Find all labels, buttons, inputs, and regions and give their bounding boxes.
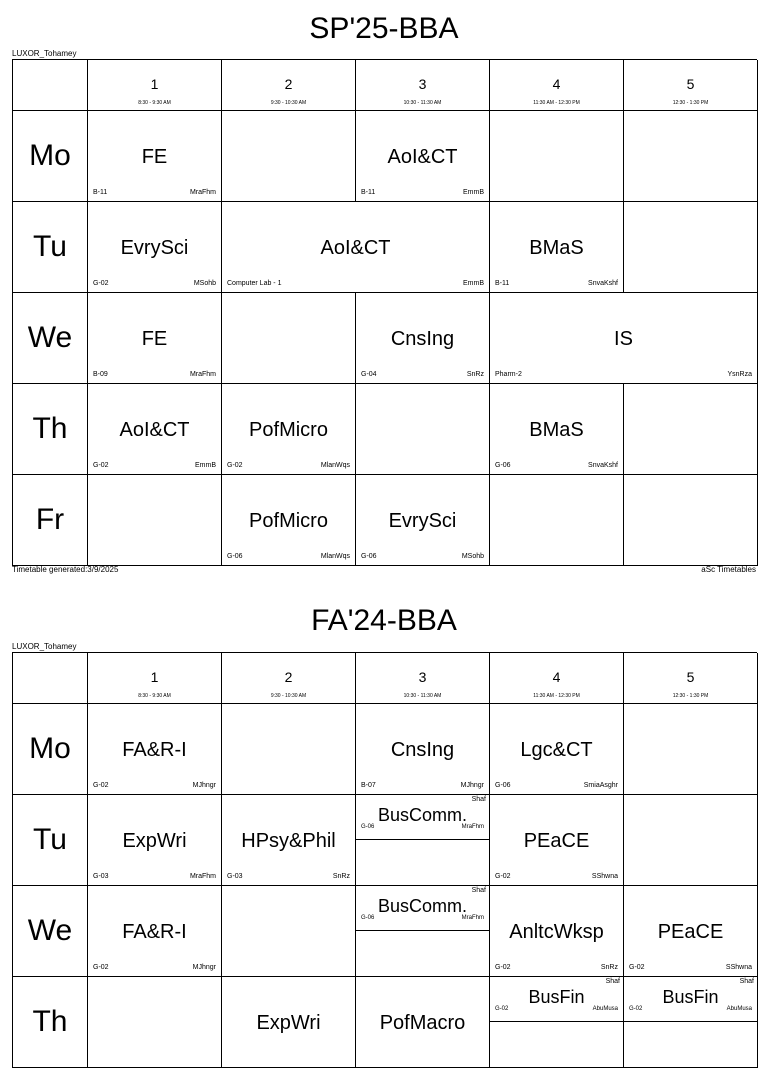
empty-slot: [222, 886, 356, 977]
lesson-subject: BusComm.: [377, 805, 467, 825]
lesson-subject: AoI&CT: [387, 146, 458, 168]
lesson-subject: ExpWri: [256, 1012, 321, 1034]
lesson-cell[interactable]: [88, 293, 222, 384]
lesson-cell[interactable]: [624, 886, 758, 977]
lesson-subject: PEaCE: [523, 830, 590, 852]
day-label: We: [27, 321, 73, 354]
lesson-subject: BMaS: [529, 237, 584, 259]
lesson-cell[interactable]: [356, 704, 490, 795]
empty-slot: [222, 111, 356, 202]
lesson-cell[interactable]: [624, 977, 758, 1068]
lesson-teacher: SShwna: [725, 964, 752, 971]
day-label: We: [27, 914, 73, 947]
lesson-cell[interactable]: [222, 795, 356, 886]
lesson-cell[interactable]: [356, 886, 490, 977]
day-label-cell: [13, 293, 88, 384]
lesson-subject: FA&R-I: [122, 739, 187, 761]
lesson-cell[interactable]: [490, 704, 624, 795]
lesson-room: G-04: [361, 371, 377, 378]
lesson-cell[interactable]: [222, 384, 356, 475]
lesson-group-label: Shaf: [739, 978, 754, 985]
day-label: Th: [32, 412, 68, 445]
day-label-cell: [13, 795, 88, 886]
period-number: 2: [284, 669, 293, 685]
lesson-teacher: MJhngr: [192, 964, 216, 971]
corner-cell: [13, 653, 88, 704]
lesson-cell[interactable]: [88, 886, 222, 977]
period-time: 12:30 - 1:30 PM: [672, 693, 709, 699]
period-header: [88, 653, 222, 704]
day-label-cell: [13, 384, 88, 475]
lesson-subject: IS: [614, 328, 633, 350]
period-time: 11:30 AM - 12:30 PM: [533, 100, 580, 106]
lesson-half-card[interactable]: [490, 977, 623, 1022]
lesson-subject: AnltcWksp: [509, 921, 604, 943]
lesson-cell[interactable]: [356, 111, 490, 202]
lesson-room: G-02: [93, 782, 109, 789]
period-number: 3: [418, 76, 427, 92]
lesson-subject: EvrySci: [120, 237, 189, 259]
lesson-group-label: Shaf: [471, 887, 486, 894]
lesson-subject: FE: [141, 146, 168, 168]
lesson-subject: PofMicro: [249, 419, 328, 441]
lesson-cell[interactable]: [490, 977, 624, 1068]
lesson-cell[interactable]: [490, 384, 624, 475]
lesson-teacher: MraFhm: [461, 915, 484, 921]
lesson-room: Pharm-2: [495, 371, 522, 378]
lesson-room: G-02: [495, 964, 511, 971]
lesson-room: G-03: [93, 873, 109, 880]
period-number: 1: [150, 76, 159, 92]
lesson-cell[interactable]: [356, 795, 490, 886]
day-label: Mo: [29, 139, 71, 172]
lesson-room: G-06: [495, 462, 511, 469]
lesson-cell[interactable]: [490, 795, 624, 886]
day-label: Th: [32, 1005, 68, 1038]
lesson-room: B-07: [361, 782, 376, 789]
day-label-cell: [13, 111, 88, 202]
empty-slot: [88, 475, 222, 566]
lesson-subject: PEaCE: [657, 921, 724, 943]
lesson-teacher: MJhngr: [460, 782, 484, 789]
empty-slot: [624, 384, 758, 475]
lesson-room: G-02: [495, 873, 511, 880]
period-header: [356, 653, 490, 704]
generated-date: Timetable generated:3/9/2025: [12, 565, 119, 574]
lesson-cell[interactable]: [356, 293, 490, 384]
lesson-teacher: AbuMusa: [592, 1006, 618, 1012]
period-time: 12:30 - 1:30 PM: [672, 100, 709, 106]
period-time: 8:30 - 9:30 AM: [138, 100, 171, 106]
day-label: Mo: [29, 732, 71, 765]
lesson-teacher: EmmB: [195, 462, 216, 469]
period-time: 11:30 AM - 12:30 PM: [533, 693, 580, 699]
lesson-group-label: Shaf: [471, 796, 486, 803]
lesson-room: G-02: [93, 964, 109, 971]
lesson-subject: PofMacro: [379, 1012, 466, 1034]
lesson-subject: EvrySci: [388, 510, 457, 532]
lesson-subject: BusFin: [528, 987, 585, 1007]
lesson-cell[interactable]: [88, 384, 222, 475]
lesson-teacher: SShwna: [591, 873, 618, 880]
lesson-subject: ExpWri: [122, 830, 187, 852]
lesson-teacher: SnRz: [600, 964, 618, 971]
lesson-cell[interactable]: [356, 475, 490, 566]
empty-slot: [624, 202, 758, 293]
empty-slot: [356, 384, 490, 475]
empty-slot: [88, 977, 222, 1068]
lesson-room: B-11: [495, 280, 510, 287]
day-label-cell: [13, 202, 88, 293]
lesson-teacher: MraFhm: [189, 873, 216, 880]
period-header: [490, 653, 624, 704]
lesson-room: B-09: [93, 371, 108, 378]
period-header: [624, 60, 758, 111]
lesson-room: G-02: [629, 964, 645, 971]
period-header: [624, 653, 758, 704]
lesson-room: B-11: [361, 189, 376, 196]
period-header: [88, 60, 222, 111]
empty-slot: [490, 475, 624, 566]
empty-slot: [624, 111, 758, 202]
lesson-group-label: Shaf: [605, 978, 620, 985]
lesson-cell[interactable]: [222, 977, 356, 1068]
day-label: Tu: [33, 823, 67, 856]
lesson-teacher: MSohb: [461, 553, 484, 560]
corner-cell: [13, 60, 88, 111]
lesson-subject: PofMicro: [249, 510, 328, 532]
lesson-cell[interactable]: [356, 977, 490, 1068]
empty-slot: [624, 475, 758, 566]
period-header: [490, 60, 624, 111]
timetable-title: FA'24-BBA: [311, 604, 457, 637]
lesson-teacher: SnvaKshf: [588, 462, 618, 469]
lesson-room: G-03: [227, 873, 243, 880]
empty-slot: [222, 704, 356, 795]
timetable-grid: [12, 59, 757, 566]
lesson-teacher: MlanWqs: [320, 462, 350, 469]
lesson-room: G-02: [93, 462, 109, 469]
lesson-teacher: EmmB: [463, 280, 484, 287]
period-header: [356, 60, 490, 111]
lesson-room: G-06: [495, 782, 511, 789]
lesson-subject: BusComm.: [377, 896, 467, 916]
period-time: 9:30 - 10:30 AM: [270, 693, 307, 699]
generator-credit: aSc Timetables: [701, 565, 756, 574]
lesson-teacher: MraFhm: [461, 824, 484, 830]
day-label: Fr: [35, 503, 65, 536]
day-label-cell: [13, 475, 88, 566]
period-time: 10:30 - 11:30 AM: [403, 100, 442, 106]
lesson-room: G-02: [227, 462, 243, 469]
lesson-room: G-02: [495, 1006, 509, 1012]
period-number: 4: [552, 76, 561, 92]
lesson-half-card[interactable]: [356, 795, 489, 840]
lesson-teacher: AbuMusa: [726, 1006, 752, 1012]
school-name: LUXOR_Tohamey: [12, 642, 77, 651]
lesson-teacher: YsnRza: [727, 371, 752, 378]
lesson-room: B-11: [93, 189, 108, 196]
school-name: LUXOR_Tohamey: [12, 49, 77, 58]
day-label-cell: [13, 977, 88, 1068]
lesson-cell[interactable]: [222, 202, 490, 293]
lesson-cell[interactable]: [490, 202, 624, 293]
lesson-room: Computer Lab - 1: [227, 280, 282, 287]
timetable-title: SP'25-BBA: [309, 12, 459, 45]
period-header: [222, 60, 356, 111]
lesson-cell[interactable]: [490, 293, 758, 384]
lesson-teacher: MraFhm: [189, 371, 216, 378]
lesson-cell[interactable]: [88, 111, 222, 202]
period-number: 4: [552, 669, 561, 685]
lesson-cell[interactable]: [490, 886, 624, 977]
period-time: 9:30 - 10:30 AM: [270, 100, 307, 106]
period-number: 3: [418, 669, 427, 685]
timetable-grid: [12, 652, 757, 1068]
lesson-teacher: MraFhm: [189, 189, 216, 196]
period-time: 10:30 - 11:30 AM: [403, 693, 442, 699]
lesson-subject: CnsIng: [390, 328, 455, 350]
lesson-teacher: SnRz: [466, 371, 484, 378]
lesson-room: G-02: [93, 280, 109, 287]
lesson-subject: FA&R-I: [122, 921, 187, 943]
lesson-cell[interactable]: [88, 795, 222, 886]
lesson-subject: AoI&CT: [320, 237, 391, 259]
lesson-teacher: SmiaAsghr: [583, 782, 618, 789]
lesson-room: G-06: [227, 553, 243, 560]
lesson-teacher: MlanWqs: [320, 553, 350, 560]
lesson-subject: BusFin: [662, 987, 719, 1007]
lesson-teacher: MSohb: [193, 280, 216, 287]
lesson-subject: Lgc&CT: [520, 739, 593, 761]
period-number: 5: [686, 76, 695, 92]
lesson-cell[interactable]: [88, 202, 222, 293]
lesson-room: G-06: [361, 824, 375, 830]
empty-slot: [222, 293, 356, 384]
lesson-cell[interactable]: [222, 475, 356, 566]
lesson-half-card[interactable]: [624, 977, 757, 1022]
day-label-cell: [13, 704, 88, 795]
lesson-teacher: EmmB: [463, 189, 484, 196]
lesson-teacher: SnvaKshf: [588, 280, 618, 287]
empty-slot: [624, 795, 758, 886]
lesson-subject: HPsy&Phil: [241, 830, 336, 852]
lesson-subject: AoI&CT: [119, 419, 190, 441]
day-label: Tu: [33, 230, 67, 263]
empty-slot: [624, 704, 758, 795]
lesson-teacher: SnRz: [332, 873, 350, 880]
period-number: 5: [686, 669, 695, 685]
period-number: 2: [284, 76, 293, 92]
lesson-subject: CnsIng: [390, 739, 455, 761]
period-time: 8:30 - 9:30 AM: [138, 693, 171, 699]
period-number: 1: [150, 669, 159, 685]
lesson-subject: FE: [141, 328, 168, 350]
lesson-room: G-02: [629, 1006, 643, 1012]
lesson-teacher: MJhngr: [192, 782, 216, 789]
lesson-half-card[interactable]: [356, 886, 489, 931]
empty-slot: [490, 111, 624, 202]
day-label-cell: [13, 886, 88, 977]
lesson-subject: BMaS: [529, 419, 584, 441]
lesson-room: G-06: [361, 915, 375, 921]
lesson-cell[interactable]: [88, 704, 222, 795]
period-header: [222, 653, 356, 704]
lesson-room: G-06: [361, 553, 377, 560]
